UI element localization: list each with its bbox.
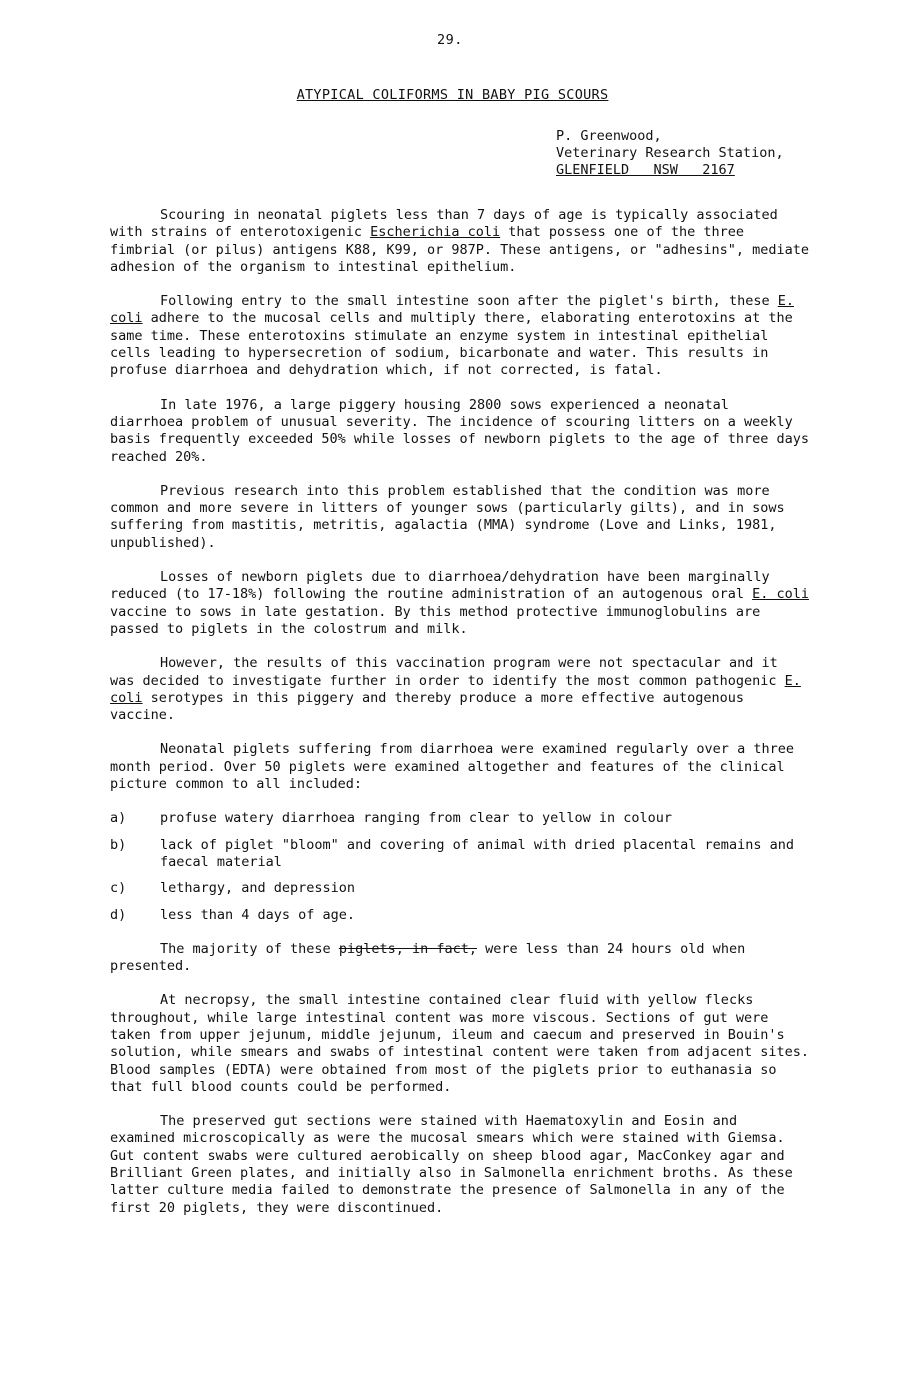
author-name: P. Greenwood, <box>556 128 662 144</box>
author-block <box>556 128 784 179</box>
list-label: c) <box>110 880 127 897</box>
organism-name: E. coli <box>110 672 801 706</box>
paragraph-7-text: Neonatal piglets suffering from diarrhoea were examined regularly over a three month period. Over 50 piglets were examined altogether and features of the clinical picture common to all included: <box>110 741 794 793</box>
paragraph-6-text-a: However, the results of this vaccination program were not spectacular and it was decided to investigate further in order to identify the most common pathogenic <box>110 655 785 689</box>
page-number: 29. <box>437 32 463 48</box>
document-body <box>110 207 810 1234</box>
paragraph-9 <box>110 992 810 1096</box>
paragraph-1 <box>110 207 810 276</box>
paragraph-10 <box>110 1113 810 1217</box>
list-label: b) <box>110 836 127 853</box>
list-text: profuse watery diarrhoea ranging from clear to yellow in colour <box>160 810 673 827</box>
italic-organism-name: Escherichia coli <box>370 224 501 241</box>
paragraph-4 <box>110 483 810 552</box>
paragraph-2-text-a: Following entry to the small intestine soon after the piglet's birth, these <box>160 293 778 310</box>
list-item-d <box>110 907 810 924</box>
paragraph-1-text-b: that possess one of the three fimbrial (or pilus) antigens K88, K99, or 987P. These antigens, or "adhesins", mediate adhesion of the organism to intestinal epithelium. <box>110 224 809 275</box>
author-location: GLENFIELD NSW 2167 <box>556 162 735 178</box>
list-label: a) <box>110 810 127 827</box>
list-item-a <box>110 810 810 827</box>
list-item-c <box>110 880 810 897</box>
paragraph-6-text-b: serotypes in this piggery and thereby produce a more effective autogenous vaccine. <box>110 689 744 724</box>
paragraph-2 <box>110 293 810 379</box>
struck-text: piglets, in fact, <box>338 940 477 957</box>
paragraph-8 <box>110 941 810 976</box>
paragraph-1-text-a: Scouring in neonatal piglets less than 7 days of age is typically associated with strains of enterotoxigenic <box>110 207 778 241</box>
paragraph-3 <box>110 397 810 466</box>
paragraph-9-text: At necropsy, the small intestine contained clear fluid with yellow flecks throughout, while large intestinal content was more viscous. Sections of gut were taken from upper jejunum, middle jejunum, ileum and caecum and preserved in Bouin's solution, while smears and swabs of intestinal content were taken from adjacent sites. Blood samples (EDTA) were obtained from most of the piglets prior to euthanasia so that full blood counts could be performed. <box>110 992 809 1095</box>
paragraph-4-text: Previous research into this problem established that the condition was more common and more severe in litters of younger sows (particularly gilts), and in sows suffering from mastitis, metritis, agalactia (MMA) syndrome (Love and Links, 1981, unpublished). <box>110 482 785 551</box>
list-text: less than 4 days of age. <box>160 906 356 923</box>
paragraph-5-text-b: vaccine to sows in late gestation. By this method protective immunoglobulins are passed to piglets in the colostrum and milk. <box>110 603 761 637</box>
organism-name: E. coli <box>110 293 794 327</box>
list-text: lethargy, and depression <box>160 880 356 897</box>
list-label: d) <box>110 906 127 923</box>
document-title: ATYPICAL COLIFORMS IN BABY PIG SCOURS <box>296 87 609 103</box>
author-institution: Veterinary Research Station, <box>556 145 784 161</box>
paragraph-3-text: In late 1976, a large piggery housing 2800 sows experienced a neonatal diarrhoea problem of unusual severity. The incidence of scouring litters on a weekly basis frequently exceeded 50% while losses of newborn piglets to the age of three days reached 20%. <box>110 396 809 465</box>
organism-name: E. coli <box>752 586 809 603</box>
list-text: lack of piglet "bloom" and covering of animal with dried placental remains and faecal material <box>160 836 794 870</box>
paragraph-10-text: The preserved gut sections were stained with Haematoxylin and Eosin and examined microscopically as were the mucosal smears which were stained with Giemsa. Gut content swabs were cultured aerobically on sheep blood agar, MacConkey agar and Brilliant Green plates, and initially also in Salmonella enrichment broths. As these latter culture media failed to demonstrate the presence of Salmonella in any of the first 20 piglets, they were discontinued. <box>110 1113 793 1216</box>
paragraph-7 <box>110 741 810 793</box>
paragraph-2-text-b: adhere to the mucosal cells and multiply there, elaborating enterotoxins at the same time. These enterotoxins stimulate an enzyme system in intestinal epithelial cells leading to hypersecretion of sodium, bicarbonate and water. This results in profuse diarrhoea and dehydration which, if not corrected, is fatal. <box>110 310 793 379</box>
paragraph-8-text-b: were less than 24 hours old when presented. <box>110 940 746 975</box>
paragraph-5 <box>110 569 810 638</box>
paragraph-5-text-a: Losses of newborn piglets due to diarrhoea/dehydration have been marginally reduced (to 17-18%) following the routine administration of an autogenous oral <box>110 569 770 603</box>
list-item-b <box>110 837 810 872</box>
paragraph-8-text-a: The majority of these <box>160 940 339 957</box>
paragraph-6 <box>110 655 810 724</box>
